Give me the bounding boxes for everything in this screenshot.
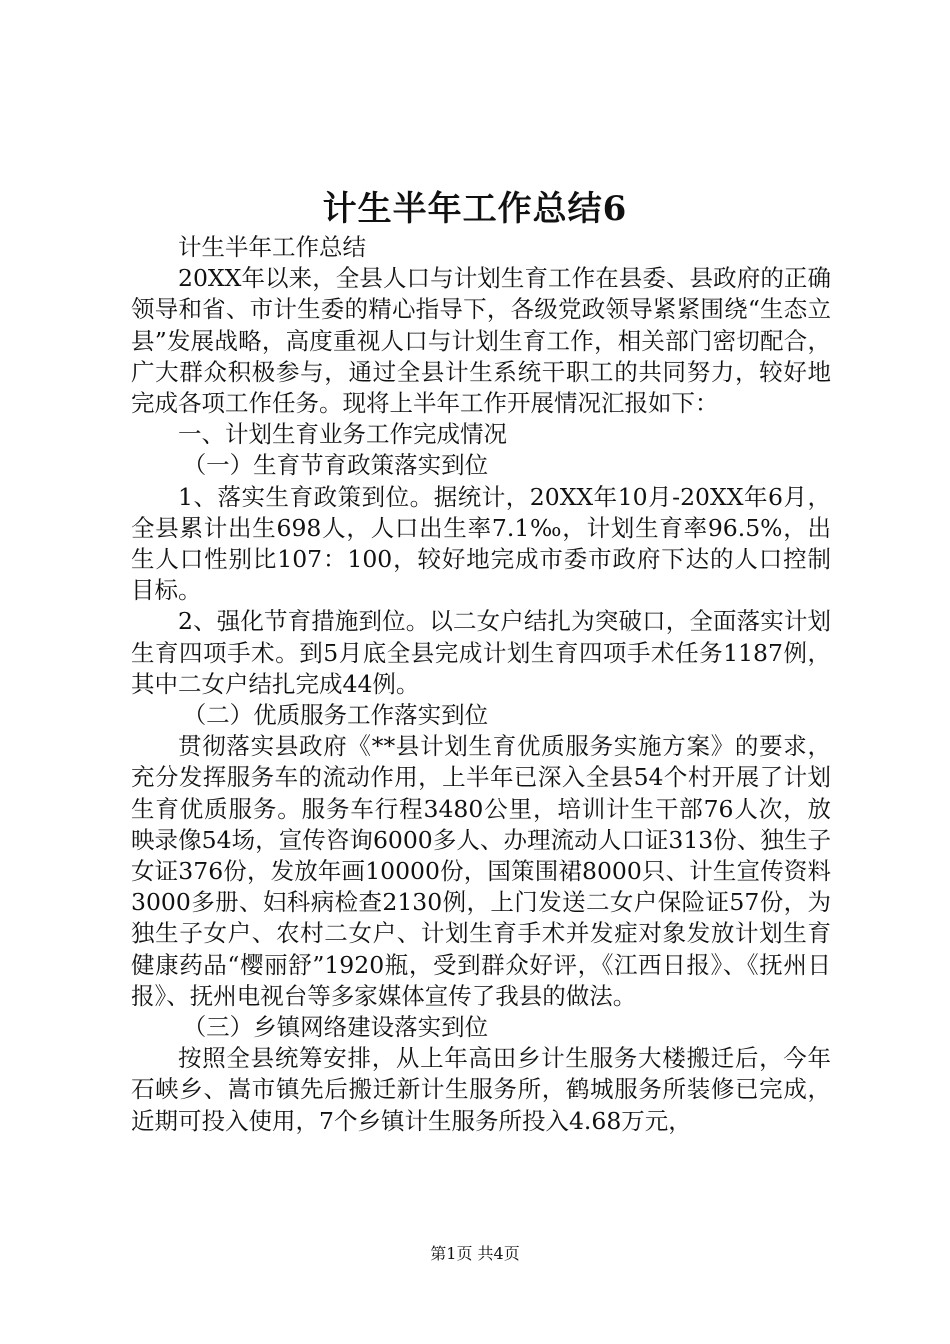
paragraph-contraception: 2、强化节育措施到位。以二女户结扎为突破口，全面落实计划生育四项手术。到5月底全县完成计划生育四项手术任务1187例，其中二女户结扎完成44例。: [131, 607, 831, 698]
subsection-heading-3: （三）乡镇网络建设落实到位: [182, 1013, 489, 1042]
paragraph-heading: 计生半年工作总结: [178, 233, 366, 261]
page-number: 第1页 共4页: [430, 1244, 520, 1263]
section-heading-1: 一、计划生育业务工作完成情况: [178, 420, 507, 449]
paragraph-birth-policy: 1、落实生育政策到位。据统计，20XX年10月-20XX年6月，全县累计出生698人，人口出生率7.1‰，计划生育率96.5%，出生人口性别比107：100，较好地完成市委市政府下达的人口控制目标。: [131, 482, 831, 605]
paragraph-quality-service: 贯彻落实县政府《**县计划生育优质服务实施方案》的要求，充分发挥服务车的流动作用，上半年已深入全县54个村开展了计划生育优质服务。服务车行程3480公里，培训计生干部76人次，放映录像54场，宣传咨询6000多人、办理流动人口证313份、独生子女证376份，发放年画10000份，国策围裙8000只、计生宣传资料3000多册、妇科病检查2130例，上门发送二女户保险证57份，为独生子女户、农村二女户、计划生育手术并发症对象发放计划生育健康药品“樱丽舒”1920瓶，受到群众好评，《江西日报》、《抚州日报》、抚州电视台等多家媒体宣传了我县的做法。: [131, 732, 831, 1010]
document-title: 计生半年工作总结6: [322, 189, 628, 229]
paragraph-network: 按照全县统筹安排，从上年高田乡计生服务大楼搬迁后，今年石峡乡、嵩市镇先后搬迁新计生服务所，鹤城服务所装修已完成，近期可投入使用，7个乡镇计生服务所投入4.68万元，: [131, 1044, 831, 1135]
subsection-heading-1: （一）生育节育政策落实到位: [182, 451, 489, 480]
paragraph-intro: 20XX年以来，全县人口与计划生育工作在县委、县政府的正确领导和省、市计生委的精心指导下，各级党政领导紧紧围绕“生态立县”发展战略，高度重视人口与计划生育工作，相关部门密切配合，广大群众积极参与，通过全县计生系统干职工的共同努力，较好地完成各项工作任务。现将上半年工作开展情况汇报如下：: [131, 264, 831, 418]
document-body: [131, 232, 831, 1137]
subsection-heading-2: （二）优质服务工作落实到位: [182, 701, 489, 730]
